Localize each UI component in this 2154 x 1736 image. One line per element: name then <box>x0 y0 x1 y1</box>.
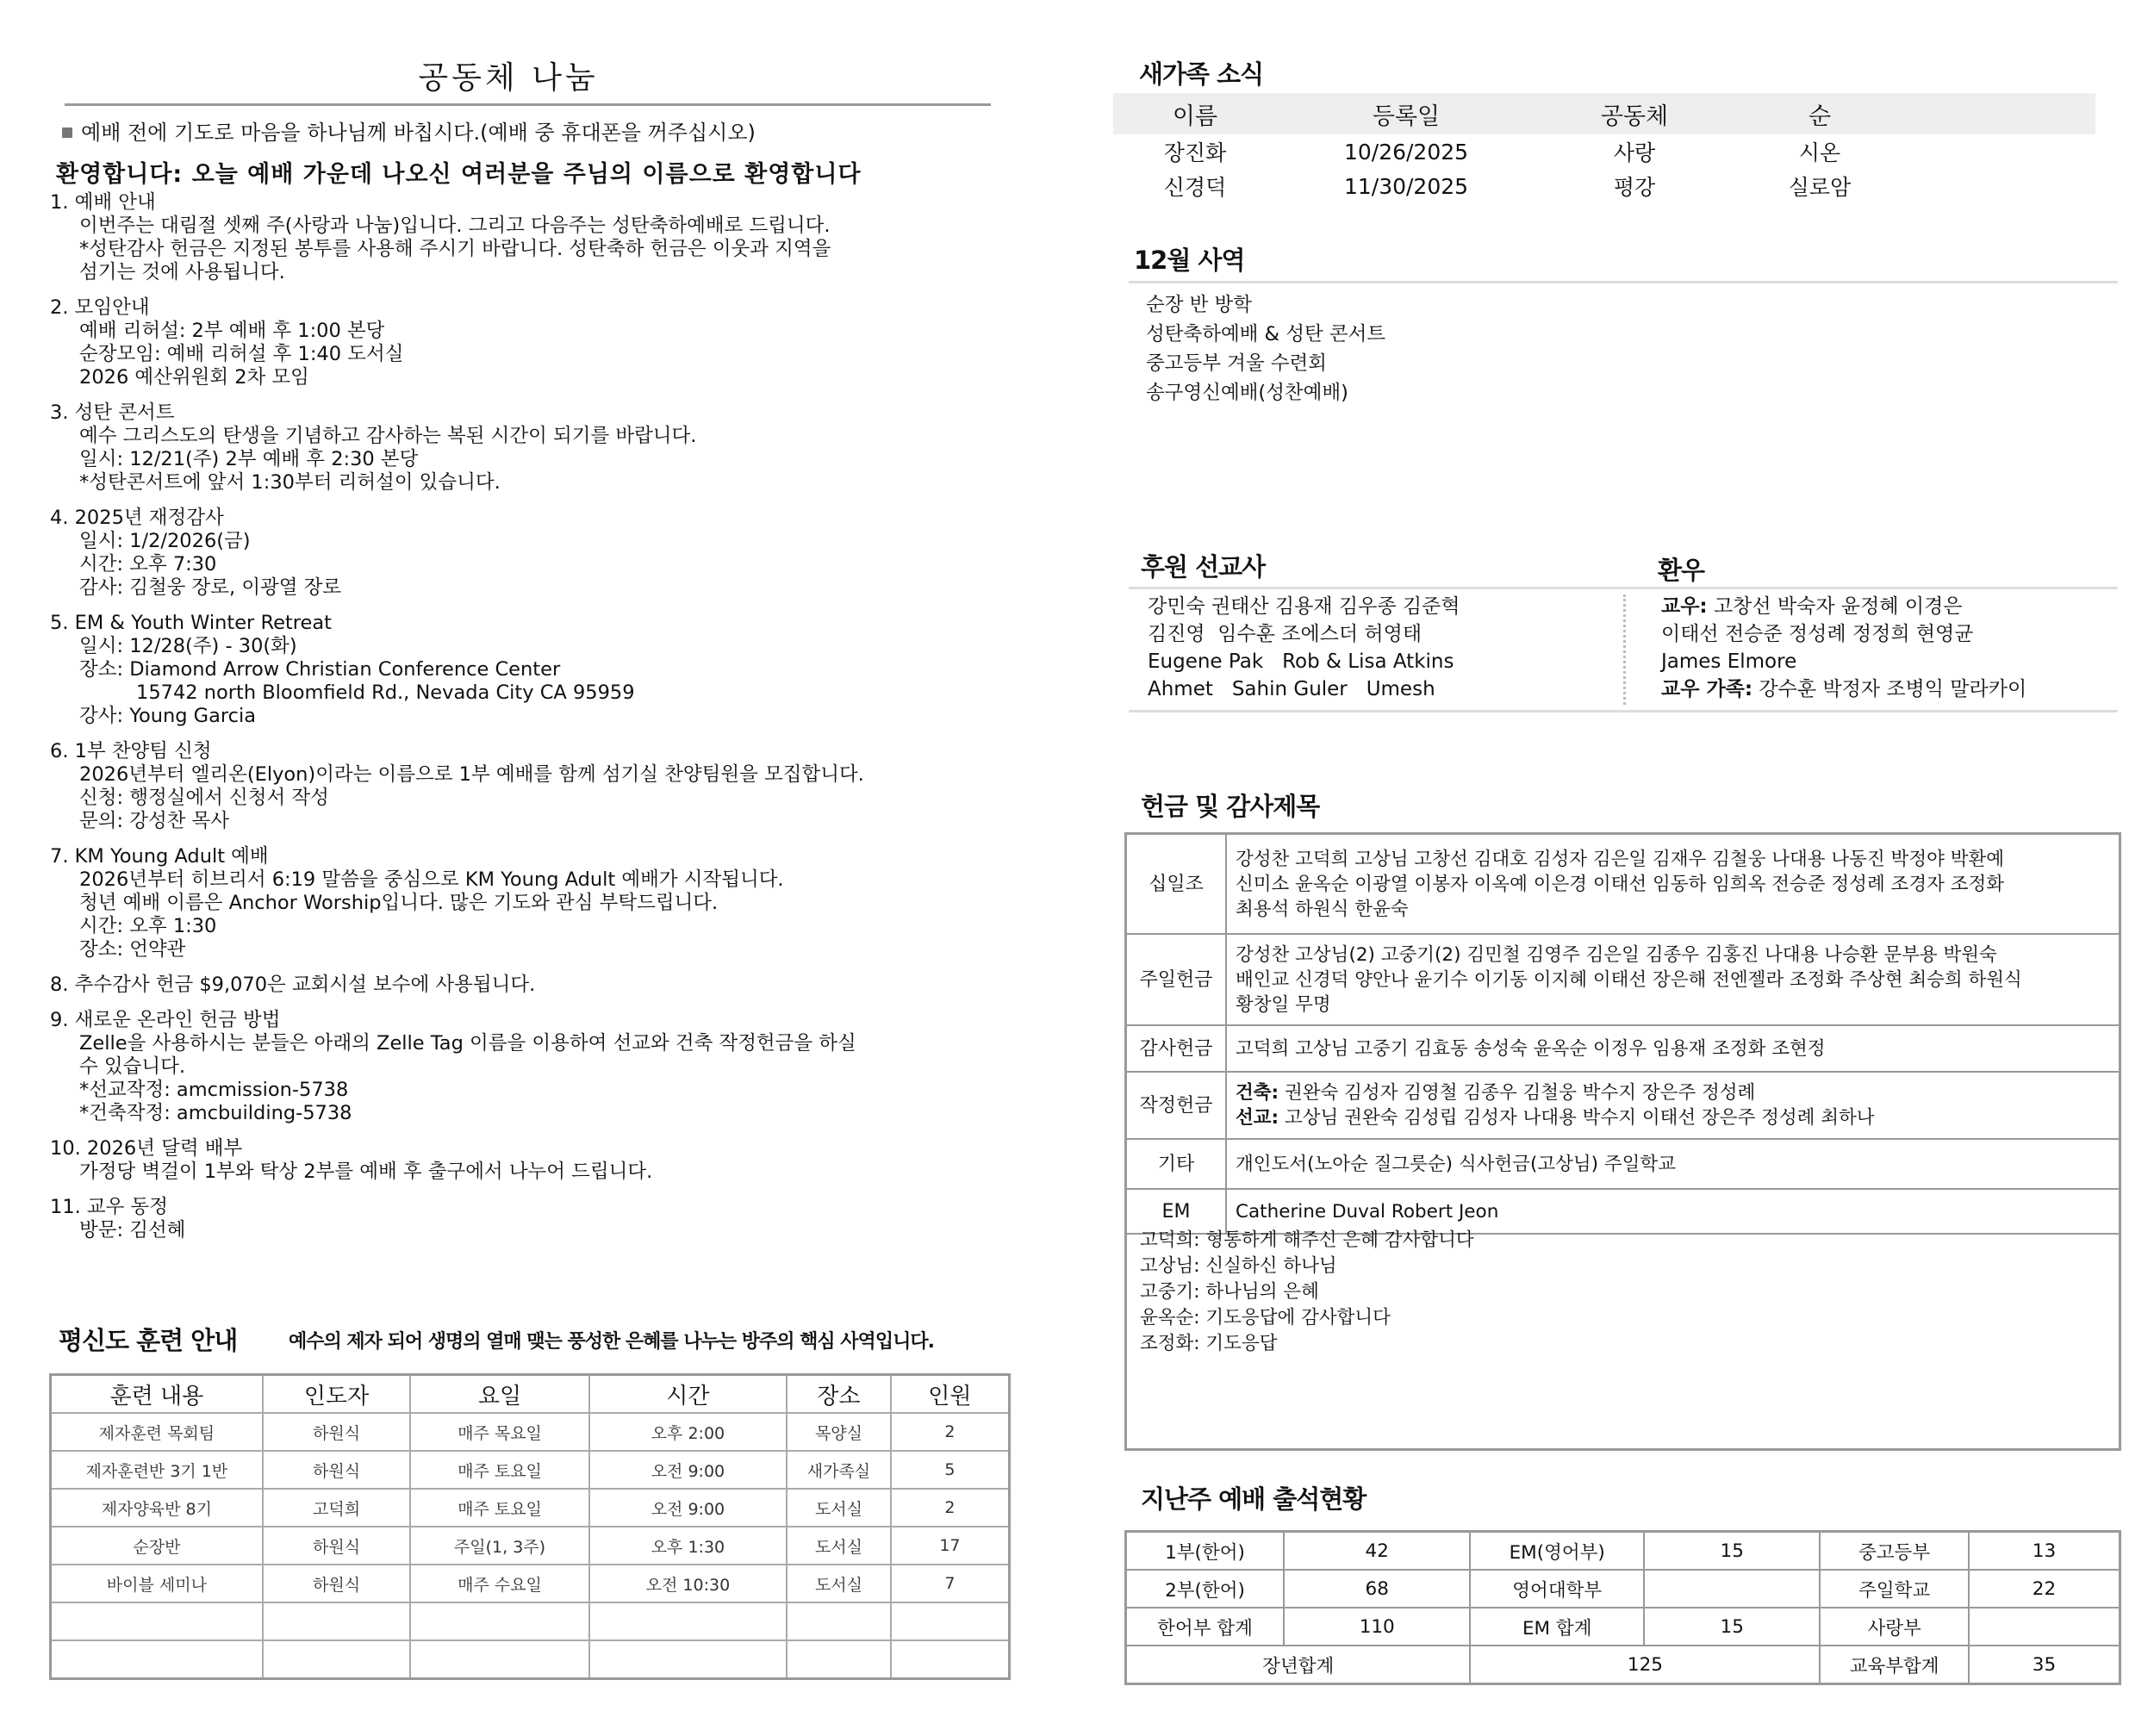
table-cell: 장년합계 <box>1126 1646 1471 1684</box>
table-row <box>1113 134 2095 169</box>
notice-line: 장소: Diamond Arrow Christian Conference Center <box>79 658 561 681</box>
thanks-line: 고덕희: 형통하게 해주신 은혜 감사합니다 <box>1140 1229 1474 1251</box>
notice-line: 2026 예산위원회 2차 모임 <box>79 366 309 389</box>
name-line: 강성찬 고상님(2) 고중기(2) 김민철 김영주 김은일 김종우 김홍진 나대용 나승환 문부용 박원숙 <box>1236 943 1997 966</box>
new-family-table <box>1113 93 2095 203</box>
notice-line: 2026년부터 히브리서 6:19 말씀을 중심으로 KM Young Adult 예배가 시작됩니다. <box>79 868 784 891</box>
offering-sub-label: 건축: <box>1236 1082 1279 1104</box>
table-cell: 2부(한어) <box>1126 1570 1285 1608</box>
title-divider <box>65 103 991 106</box>
notice-line: 청년 예배 이름은 Anchor Worship입니다. 많은 기도와 관심 부탁드립니다. <box>79 892 719 914</box>
notice-line: 섬기는 것에 사용됩니다. <box>79 261 285 283</box>
table-cell: 15 <box>1644 1532 1820 1571</box>
offering-names <box>1226 1139 2119 1189</box>
table-cell: 주일학교 <box>1820 1570 1969 1608</box>
table-row <box>51 1451 1010 1489</box>
name-line: 황창일 무명 <box>1236 993 1331 1016</box>
table-row <box>1126 1570 2120 1608</box>
table-cell: 42 <box>1284 1532 1470 1571</box>
table-row <box>1127 934 2119 1025</box>
notice-line: *선교작정: amcmission-5738 <box>79 1079 349 1101</box>
notice-item <box>50 974 998 997</box>
table-row <box>51 1602 1010 1640</box>
notice-title: 4. 2025년 재정감사 <box>50 507 224 529</box>
table-cell <box>787 1602 891 1640</box>
table-row <box>1127 835 2119 934</box>
patient-label: 교우 가족: <box>1661 678 1753 700</box>
table-row-total <box>1126 1646 2120 1684</box>
patients-list <box>1661 593 2026 703</box>
notice-line: 일시: 12/28(주) - 30(화) <box>79 635 297 657</box>
table-cell <box>1644 1570 1820 1608</box>
notice-line: 가정당 벽걸이 1부와 탁상 2부를 예배 후 출구에서 나누어 드립니다. <box>79 1160 653 1183</box>
list-item <box>1661 648 2026 675</box>
table-row <box>51 1527 1010 1565</box>
table-cell: 110 <box>1284 1608 1470 1646</box>
training-table <box>49 1373 1011 1680</box>
table-cell: 한어부 합계 <box>1126 1608 1285 1646</box>
table-cell: 매주 토요일 <box>410 1489 588 1527</box>
notice-line: 시간: 오후 1:30 <box>79 915 217 937</box>
welcome-message: 환영합니다: 오늘 예배 가운데 나오신 여러분을 주님의 이름으로 환영합니다 <box>56 161 862 188</box>
name-line: 신미소 윤옥순 이광열 이봉자 이옥예 이은경 이태선 임동하 임희옥 전승준 정성례 조경자 조정화 <box>1236 873 2005 895</box>
notice-list <box>50 191 998 1254</box>
table-header-cell: 순 <box>1734 93 1906 134</box>
notice-line: *성탄콘서트에 앞서 1:30부터 리허설이 있습니다. <box>79 471 501 494</box>
notice-line: 2026년부터 엘리온(Elyon)이라는 이름으로 1부 예배를 함께 섬기실 찬양팀원을 모집합니다. <box>79 763 864 786</box>
missionaries-heading: 후원 선교사 <box>1141 552 1266 582</box>
table-cell <box>891 1602 1010 1640</box>
offering-sub-label: 선교: <box>1236 1107 1279 1129</box>
notice-item <box>50 1137 998 1184</box>
offering-names <box>1226 835 2119 934</box>
table-cell: 주일(1, 3주) <box>410 1527 588 1565</box>
name-line: Catherine Duval Robert Jeon <box>1236 1200 1499 1223</box>
table-cell: 매주 목요일 <box>410 1413 588 1451</box>
notice-title: 7. KM Young Adult 예배 <box>50 845 269 868</box>
notice-line: 이번주는 대림절 셋째 주(사랑과 나눔)입니다. 그리고 다음주는 성탄축하예배로 드립니다. <box>79 215 831 237</box>
missionaries-divider-bottom <box>1129 710 2118 712</box>
table-cell: 11/30/2025 <box>1343 173 1469 199</box>
table-header-cell: 인도자 <box>263 1375 411 1414</box>
name-line: 강성찬 고덕희 고상님 고창선 김대호 김성자 김은일 김재우 김철웅 나대용 나동진 박정야 박환예 <box>1236 848 2005 870</box>
offering-sub-names: 고상님 권완숙 김성립 김성자 나대용 박수지 이태선 장은주 정성례 최하나 <box>1279 1107 1875 1129</box>
thanks-line: 고상님: 신실하신 하나님 <box>1140 1255 1337 1277</box>
notice-title: 8. 추수감사 헌금 $9,070은 교회시설 보수에 사용됩니다. <box>50 974 536 996</box>
table-cell: EM 합계 <box>1470 1608 1644 1646</box>
table-cell <box>263 1602 411 1640</box>
table-header-cell: 훈련 내용 <box>51 1375 263 1414</box>
table-cell: 제자훈련반 3기 1반 <box>51 1451 263 1489</box>
notice-item <box>50 740 998 833</box>
notice-title: 1. 예배 안내 <box>50 191 156 214</box>
table-cell: 장진화 <box>1163 140 1227 165</box>
offering-category: 감사헌금 <box>1127 1025 1226 1072</box>
patients-heading: 환우 <box>1658 556 1705 585</box>
offering-names <box>1226 1025 2119 1072</box>
patient-label: 교우: <box>1661 595 1708 618</box>
notice-item <box>50 612 998 728</box>
table-header-cell: 장소 <box>787 1375 891 1414</box>
list-item <box>1661 620 2026 648</box>
table-header-cell: 공동체 <box>1535 93 1734 134</box>
table-cell: 도서실 <box>787 1527 891 1565</box>
table-cell <box>589 1640 787 1679</box>
table-cell: 중고등부 <box>1820 1532 1969 1571</box>
notice-title: 11. 교우 동정 <box>50 1196 169 1218</box>
notice-line: Zelle을 사용하시는 분들은 아래의 Zelle Tag 이름을 이용하여 선교와 건축 작정헌금을 하실 <box>79 1032 856 1055</box>
table-cell: 22 <box>1969 1570 2120 1608</box>
table-cell: 영어대학부 <box>1470 1570 1644 1608</box>
table-cell <box>1906 134 2095 169</box>
new-family-header-row <box>1113 93 2095 134</box>
notice-line: 일시: 1/2/2026(금) <box>79 530 251 552</box>
table-cell: 고덕희 <box>263 1489 411 1527</box>
attendance-heading: 지난주 예배 출석현황 <box>1141 1484 1366 1514</box>
training-header-row <box>51 1375 1010 1414</box>
new-family-heading: 새가족 소식 <box>1139 59 1264 89</box>
table-cell: 제자양육반 8기 <box>51 1489 263 1527</box>
table-cell <box>1969 1608 2120 1646</box>
offering-category: 기타 <box>1127 1139 1226 1189</box>
offering-heading: 헌금 및 감사제목 <box>1141 792 1320 821</box>
list-item: 강민숙 권태산 김용재 김우종 김준혁 <box>1148 595 1460 618</box>
notice-line: *성탄감사 헌금은 지정된 봉투를 사용해 주시기 바랍니다. 성탄축하 헌금은 이웃과 지역을 <box>79 238 831 260</box>
notice-line: 방문: 김선혜 <box>79 1219 186 1241</box>
offering-category: 주일헌금 <box>1127 934 1226 1025</box>
table-cell: 2 <box>891 1489 1010 1527</box>
notice-line: 수 있습니다. <box>79 1055 185 1078</box>
offering-sub-names: 권완숙 김성자 김영철 김종우 김철웅 박수지 장은주 정성례 <box>1279 1082 1756 1104</box>
december-list <box>1146 290 1385 408</box>
notice-title: 10. 2026년 달력 배부 <box>50 1137 243 1160</box>
table-cell: 17 <box>891 1527 1010 1565</box>
notice-item <box>50 296 998 389</box>
table-cell: 125 <box>1470 1646 1820 1684</box>
table-cell: 도서실 <box>787 1489 891 1527</box>
table-cell: 오전 9:00 <box>589 1451 787 1489</box>
name-line <box>1236 1105 2110 1130</box>
list-item: Ahmet Sahin Guler Umesh <box>1148 678 1435 700</box>
notice-title: 5. EM & Youth Winter Retreat <box>50 612 332 634</box>
table-cell: 교육부합계 <box>1820 1646 1969 1684</box>
notice-line: 시간: 오후 7:30 <box>79 553 217 576</box>
table-row <box>51 1565 1010 1602</box>
notice-line: 일시: 12/21(주) 2부 예배 후 2:30 본당 <box>79 448 419 470</box>
training-description: 예수의 제자 되어 생명의 열매 맺는 풍성한 은혜를 나누는 방주의 핵심 사역입니다. <box>289 1331 934 1353</box>
notice-line: 강사: Young Garcia <box>79 705 257 727</box>
notice-item <box>50 191 998 284</box>
patient-names: James Elmore <box>1661 650 1797 673</box>
name-line: 고덕희 고상님 고중기 김효동 송성숙 윤옥순 이정우 임용재 조정화 조현정 <box>1236 1037 1826 1060</box>
table-cell: EM(영어부) <box>1470 1532 1644 1571</box>
table-cell <box>1906 169 2095 203</box>
notice-item <box>50 845 998 961</box>
table-row <box>1126 1608 2120 1646</box>
thanks-line: 윤옥순: 기도응답에 감사합니다 <box>1140 1307 1391 1328</box>
table-cell: 목양실 <box>787 1413 891 1451</box>
notice-item <box>50 401 998 495</box>
offering-category: 십일조 <box>1127 835 1226 934</box>
table-row <box>51 1489 1010 1527</box>
table-row <box>1127 1139 2119 1189</box>
table-row <box>51 1413 1010 1451</box>
dotted-separator <box>1623 594 1626 705</box>
table-cell: 도서실 <box>787 1565 891 1602</box>
december-heading: 12월 사역 <box>1134 246 1245 275</box>
table-cell: 하원식 <box>263 1451 411 1489</box>
offering-box <box>1124 832 2121 1451</box>
notice-title: 9. 새로운 온라인 헌금 방법 <box>50 1009 281 1031</box>
table-cell <box>410 1640 588 1679</box>
table-cell: 하원식 <box>263 1413 411 1451</box>
table-cell: 하원식 <box>263 1527 411 1565</box>
offering-names <box>1226 934 2119 1025</box>
list-item: 성탄축하예배 & 성탄 콘서트 <box>1146 323 1386 345</box>
page-title: 공동체 나눔 <box>418 60 599 96</box>
offering-category: 작정헌금 <box>1127 1072 1226 1139</box>
table-cell: 매주 토요일 <box>410 1451 588 1489</box>
notice-title: 6. 1부 찬양팀 신청 <box>50 740 212 762</box>
table-row <box>1127 1025 2119 1072</box>
table-cell: 10/26/2025 <box>1343 139 1469 165</box>
december-divider <box>1129 281 2118 283</box>
notice-title: 2. 모임안내 <box>50 296 150 319</box>
notice-item <box>50 1196 998 1242</box>
table-header-cell: 등록일 <box>1277 93 1535 134</box>
thanks-line: 조정화: 기도응답 <box>1140 1333 1278 1354</box>
table-cell: 15 <box>1644 1608 1820 1646</box>
patient-names: 강수훈 박정자 조병익 말라카이 <box>1752 678 2027 700</box>
table-cell: 바이블 세미나 <box>51 1565 263 1602</box>
notice-line: 장소: 언약관 <box>79 938 186 961</box>
table-cell: 7 <box>891 1565 1010 1602</box>
thanks-line: 고중기: 하나님의 은혜 <box>1140 1281 1319 1303</box>
notice-line: *건축작정: amcbuilding-5738 <box>79 1102 352 1124</box>
table-cell <box>410 1602 588 1640</box>
table-header-cell <box>1906 93 2095 134</box>
notice-title: 3. 성탄 콘서트 <box>50 401 175 424</box>
table-cell: 13 <box>1969 1532 2120 1571</box>
notice-item <box>50 1009 998 1125</box>
notice-item <box>50 507 998 600</box>
patient-names: 이태선 전승준 정성례 정정희 현영균 <box>1661 623 1974 645</box>
notice-line: 순장모임: 예배 리허설 후 1:40 도서실 <box>79 343 404 365</box>
table-cell: 하원식 <box>263 1565 411 1602</box>
list-item: 순장 반 방학 <box>1146 294 1252 316</box>
name-line: 최용석 하원식 한윤숙 <box>1236 898 1409 920</box>
table-header-cell: 이름 <box>1113 93 1277 134</box>
list-item <box>1661 675 2026 703</box>
table-cell <box>589 1602 787 1640</box>
name-line <box>1236 1080 2110 1105</box>
notice-line: 예수 그리스도의 탄생을 기념하고 감사하는 복된 시간이 되기를 바랍니다. <box>79 425 697 447</box>
offering-table <box>1127 835 2119 1235</box>
offering-category: EM <box>1127 1189 1226 1234</box>
table-cell: 68 <box>1284 1570 1470 1608</box>
pre-service-note: 예배 전에 기도로 마음을 하나님께 바칩시다.(예배 중 휴대폰을 꺼주십시오) <box>62 115 756 146</box>
table-cell: 사랑부 <box>1820 1608 1969 1646</box>
table-cell: 평강 <box>1613 175 1656 200</box>
table-cell: 새가족실 <box>787 1451 891 1489</box>
thanks-list <box>1140 1228 1474 1357</box>
table-cell: 오후 1:30 <box>589 1527 787 1565</box>
table-row <box>51 1640 1010 1679</box>
table-header-cell: 시간 <box>589 1375 787 1414</box>
table-row <box>1127 1072 2119 1139</box>
notice-line: 예배 리허설: 2부 예배 후 1:00 본당 <box>79 320 385 342</box>
list-item: 김진영 임수훈 조에스더 허영태 <box>1148 623 1423 645</box>
table-header-cell: 요일 <box>410 1375 588 1414</box>
table-cell: 실로암 <box>1788 175 1852 200</box>
attendance-table <box>1124 1530 2121 1685</box>
table-cell <box>51 1602 263 1640</box>
missionaries-divider-top <box>1129 587 2118 589</box>
list-item: 송구영신예배(성찬예배) <box>1146 382 1348 404</box>
table-cell <box>787 1640 891 1679</box>
table-cell: 신경덕 <box>1163 175 1227 200</box>
notice-line: 신청: 행정실에서 신청서 작성 <box>79 787 329 809</box>
notice-line: 문의: 강성찬 목사 <box>79 810 230 832</box>
table-cell: 오전 10:30 <box>589 1565 787 1602</box>
table-cell: 5 <box>891 1451 1010 1489</box>
table-cell: 제자훈련 목회팀 <box>51 1413 263 1451</box>
list-item: Eugene Pak Rob & Lisa Atkins <box>1148 650 1454 673</box>
table-cell <box>263 1640 411 1679</box>
training-heading: 평신도 훈련 안내 <box>59 1326 238 1355</box>
table-cell <box>891 1640 1010 1679</box>
name-line: 개인도서(노아순 질그릇순) 식사헌금(고상님) 주일학교 <box>1236 1153 1676 1175</box>
patient-names: 고창선 박숙자 윤정혜 이경은 <box>1707 595 1963 618</box>
table-cell: 사랑 <box>1613 140 1656 165</box>
list-item: 중고등부 겨울 수련회 <box>1146 352 1327 375</box>
list-item <box>1661 593 2026 620</box>
table-cell: 오전 9:00 <box>589 1489 787 1527</box>
table-row <box>1126 1532 2120 1571</box>
table-cell: 35 <box>1969 1646 2120 1684</box>
table-row <box>1113 169 2095 203</box>
missionaries-list <box>1148 593 1460 703</box>
table-cell: 오후 2:00 <box>589 1413 787 1451</box>
table-cell: 2 <box>891 1413 1010 1451</box>
table-cell: 순장반 <box>51 1527 263 1565</box>
square-bullet-icon <box>62 128 72 138</box>
table-cell: 1부(한어) <box>1126 1532 1285 1571</box>
offering-names <box>1226 1072 2119 1139</box>
table-cell: 시온 <box>1798 140 1841 165</box>
notice-line: 감사: 김철웅 장로, 이광열 장로 <box>79 576 342 599</box>
table-header-cell: 인원 <box>891 1375 1010 1414</box>
notice-line-indent: 15742 north Bloomfield Rd., Nevada City CA 95959 <box>136 681 635 704</box>
table-cell <box>51 1640 263 1679</box>
table-cell: 매주 수요일 <box>410 1565 588 1602</box>
name-line: 배인교 신경덕 양안나 윤기수 이기동 이지혜 이태선 장은해 전엔젤라 조정화 주상현 최승희 하원식 <box>1236 968 2022 991</box>
